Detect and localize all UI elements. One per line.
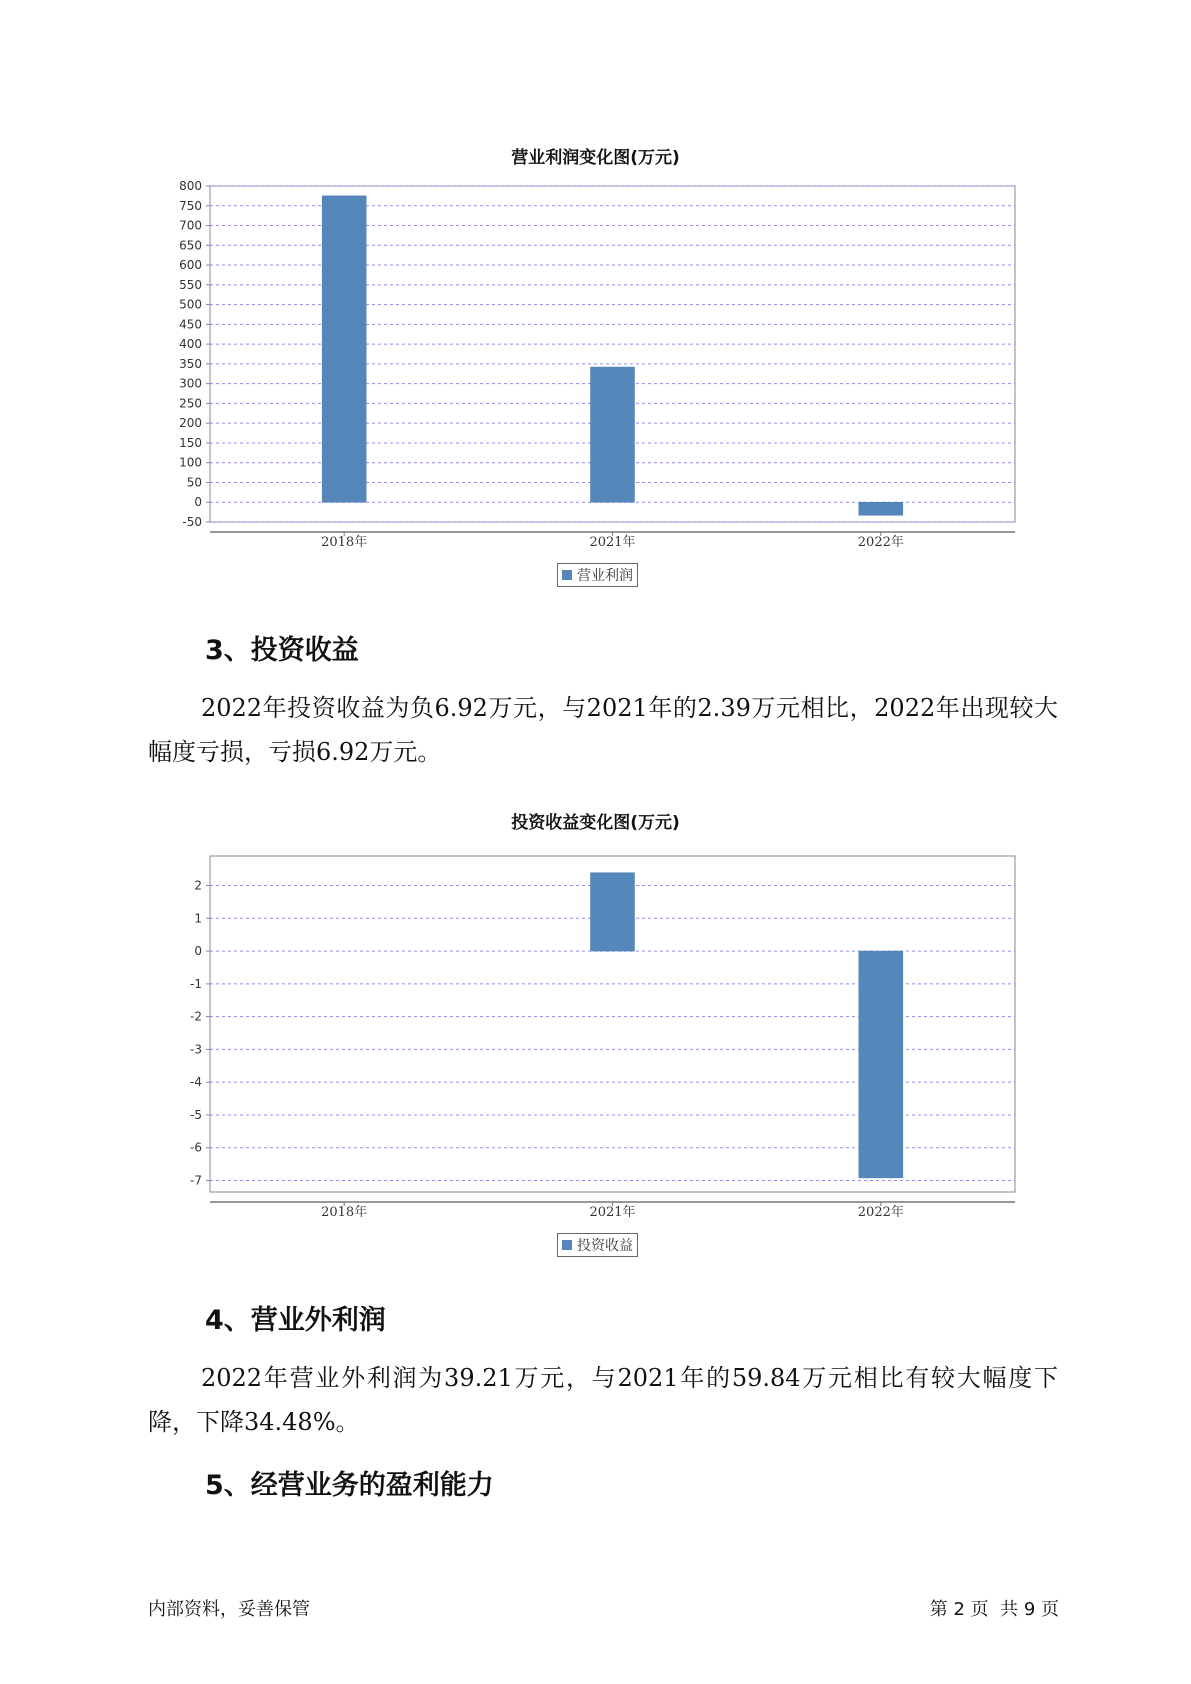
y-tick-label: 400 [179, 337, 202, 352]
section-4-paragraph: 2022年营业外利润为39.21万元，与2021年的59.84万元相比有较大幅度下降，下降34.48%。 [148, 1364, 1058, 1436]
y-tick-label: 0 [194, 495, 202, 510]
y-tick-label: 550 [179, 277, 202, 292]
bar-2021年 [591, 367, 635, 502]
y-tick-label: -6 [190, 1140, 202, 1155]
footer-note: 内部资料，妥善保管 [148, 1599, 310, 1620]
x-tick-label: 2018年 [321, 1205, 368, 1220]
chart-2-plot [0, 840, 1191, 1220]
y-tick-label: 300 [179, 376, 202, 391]
y-tick-label: -1 [190, 976, 202, 991]
y-tick-label: 600 [179, 258, 202, 273]
chart-1-title: 营业利润变化图(万元) [511, 148, 680, 168]
chart-2-title: 投资收益变化图(万元) [511, 813, 680, 833]
y-tick-label: 50 [186, 475, 202, 490]
y-tick-label: -4 [190, 1075, 202, 1090]
chart-1-legend [557, 563, 638, 587]
y-tick-label: 800 [179, 179, 202, 193]
section-4-heading: 4、营业外利润 [205, 1305, 386, 1336]
y-tick-label: 700 [179, 218, 202, 233]
chart-1-plot [0, 170, 1191, 550]
y-tick-label: 750 [179, 198, 202, 213]
chart-2-legend-label: 投资收益 [577, 1238, 633, 1254]
y-tick-label: 0 [194, 944, 202, 959]
page-number: 第 2 页 共 9 页 [929, 1599, 1059, 1620]
x-tick-label: 2018年 [321, 535, 368, 550]
y-tick-label: -50 [182, 515, 202, 529]
chart-2-legend [557, 1233, 638, 1257]
y-tick-label: -2 [190, 1009, 202, 1024]
x-tick-label: 2022年 [857, 1205, 904, 1220]
section-3-paragraph: 2022年投资收益为负6.92万元，与2021年的2.39万元相比，2022年出现较大幅度亏损，亏损6.92万元。 [148, 694, 1058, 766]
y-tick-label: 250 [179, 396, 202, 411]
legend-swatch-icon [562, 570, 572, 580]
x-tick-label: 2021年 [589, 1205, 636, 1220]
x-tick-label: 2022年 [857, 535, 904, 550]
section-5-heading: 5、经营业务的盈利能力 [205, 1470, 494, 1501]
y-tick-label: -5 [190, 1107, 202, 1122]
bar-2022年 [859, 502, 903, 515]
y-tick-label: 1 [194, 911, 202, 926]
bar-2018年 [322, 196, 366, 502]
y-tick-label: 200 [179, 416, 202, 431]
y-tick-label: 100 [179, 455, 202, 470]
section-3-heading: 3、投资收益 [205, 635, 359, 666]
y-tick-label: 500 [179, 297, 202, 312]
chart-1-legend-label: 营业利润 [577, 568, 633, 584]
y-tick-label: -7 [190, 1173, 202, 1188]
bar-2021年 [591, 873, 635, 951]
y-tick-label: 150 [179, 435, 202, 450]
y-tick-label: -3 [190, 1042, 202, 1057]
bar-2022年 [859, 951, 903, 1178]
y-tick-label: 2 [194, 878, 202, 893]
x-tick-label: 2021年 [589, 535, 636, 550]
legend-swatch-icon [562, 1240, 572, 1250]
y-tick-label: 650 [179, 238, 202, 253]
y-tick-label: 450 [179, 317, 202, 332]
y-tick-label: 350 [179, 356, 202, 371]
